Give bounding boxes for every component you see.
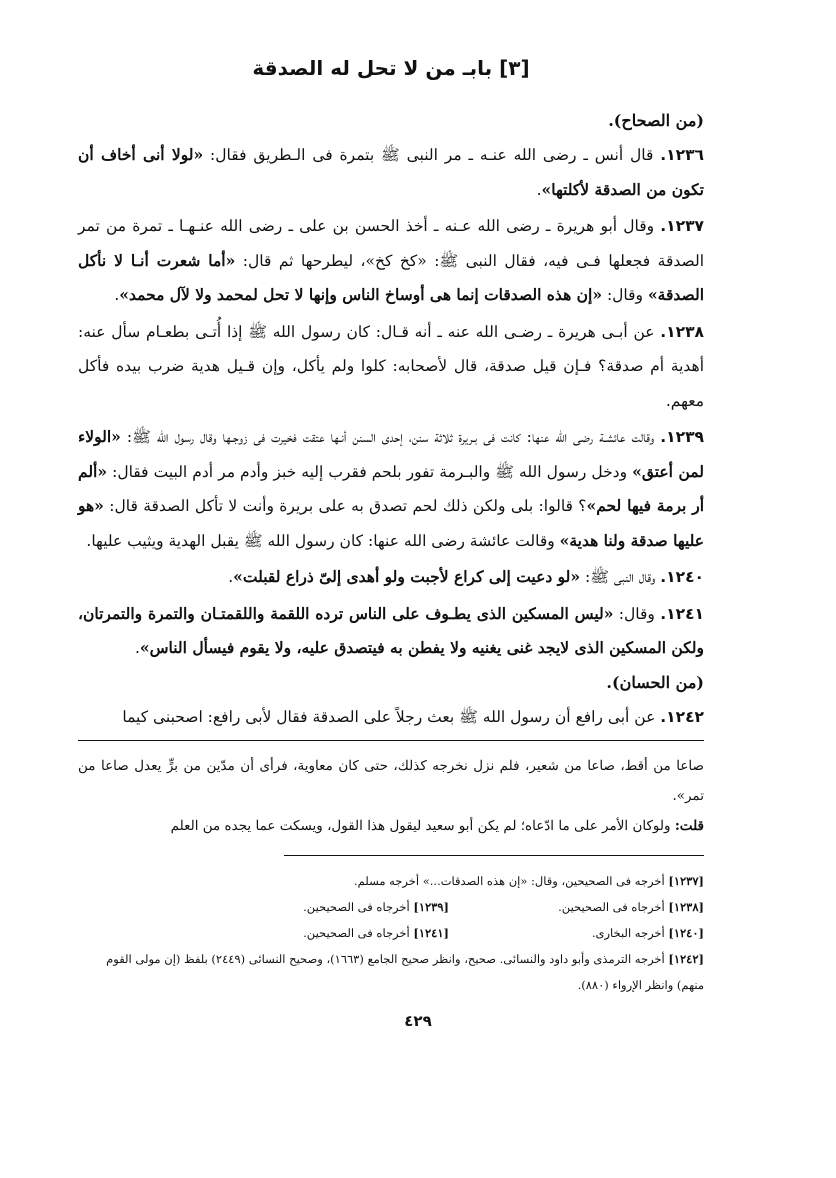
footnote-text: أخرجه البخارى. <box>591 926 669 940</box>
hadith-number: ١٢٤٢. <box>660 707 704 726</box>
footnote-1237 <box>354 868 704 894</box>
hadith-1242 <box>78 700 704 735</box>
hadith-text-mid: ودخل رسول الله ﷺ والبـرمة تفور بلحم فقرب إليه خبز وأدم مر أدم البيت فقال: <box>107 462 633 481</box>
footnote-row <box>78 946 704 998</box>
hadith-number: ١٢٤١. <box>660 604 704 623</box>
hadith-quote-3: «هو عليها صدقة ولنا هدية» <box>78 496 704 550</box>
hadith-number: ١٢٣٦. <box>660 146 704 164</box>
hadith-text: عن أبى رافع أن رسول الله ﷺ بعث رجلاً على الصدقة فقال لأبى رافع: اصحبنى كيما <box>122 707 661 726</box>
hadith-1236 <box>78 138 704 207</box>
hadith-end: . <box>536 180 542 199</box>
footnote-ref: [١٢٤٢] <box>668 952 704 966</box>
footnote-1241 <box>194 920 449 946</box>
hadith-number: ١٢٣٧. <box>660 217 704 235</box>
footnote-ref: [١٢٣٨] <box>668 900 704 914</box>
hadith-text: وقال أبو هريرة ـ رضى الله عـنه ـ أخذ الحسن بن على ـ رضى الله عنـهـا ـ تمرة من تمر الصدقة فجعلها فـى فيه، فقال النبى ﷺ: «كخ كخ»، ليطرحها ثم قال: <box>78 217 705 270</box>
hadith-text: وقال: <box>613 604 661 623</box>
footnote-text: أخرجاه فى الصحيحين. <box>303 900 414 914</box>
footnotes <box>78 868 704 998</box>
footnote-ref: [١٢٣٧] <box>668 874 704 888</box>
hadith-quote: «لولا أنى أخاف أن تكون من الصدقة لأكلتها» <box>78 145 704 199</box>
hadith-1240 <box>78 560 704 595</box>
footnote-text: أخرجه الترمذى وأبو داود والنسائى. صحيح، وانظر صحيح الجامع (١٦٦٣)، وصحيح النسائى (٢٤٤٩) بلفظ (إن مولى القوم منهم) وانظر الإرواء (٨٨٠). <box>106 952 704 992</box>
page-content <box>78 52 704 998</box>
commentary-line: صاعا من أقط، صاعا من شعير، فلم نزل نخرجه كذلك، حتى كان معاوية، فرأى أن مدّين من برٍّ يعدل صاعا من تمر». <box>78 758 704 804</box>
commentary-text: ولوكان الأمر على ما ادّعاه؛ لم يكن أبو سعيد ليقول هذا القول، ويسكت عما يجده من العلم <box>170 818 675 834</box>
footnote-text: أخرجه فى الصحيحين، وقال: «إن هذه الصدقات...» أخرجه مسلم. <box>353 874 669 888</box>
hadith-number: ١٢٤٠. <box>660 568 704 586</box>
footnote-1242 <box>78 946 704 998</box>
footnote-divider <box>284 855 704 856</box>
hadith-1238 <box>78 315 704 419</box>
hadith-end: وقالت عائشة رضى الله عنها: كان رسول الله ﷺ يقبل الهدية ويثيب عليها. <box>86 531 560 550</box>
hadith-end: . <box>114 286 120 304</box>
hadith-quote: «ليس المسكين الذى يطـوف على الناس ترده اللقمة واللقمتـان والتمرة والتمرتان، ولكن المسكين الذى لايجد غنى يغنيه ولا يفطن به فيتصدق عليه، ولا يقوم فيسأل الناس» <box>78 603 704 657</box>
page-number: ٤٢٩ <box>404 1012 432 1030</box>
footnote-1238 <box>449 894 704 920</box>
hadith-1237 <box>78 209 704 313</box>
footnote-ref: [١٢٣٩] <box>413 900 449 914</box>
hadith-text: وقال النبى ﷺ: <box>580 568 661 586</box>
hadith-quote: «الولاء لمن أعتق» <box>78 427 704 481</box>
footnote-row <box>78 894 704 920</box>
hadith-text: قال أنس ـ رضى الله عنـه ـ مر النبى ﷺ بتمرة فى الـطريق فقال: <box>203 146 661 164</box>
hadith-1241 <box>78 597 704 666</box>
footnote-ref: [١٢٤٠] <box>668 926 704 940</box>
hadith-end: . <box>134 639 140 657</box>
hadith-1239 <box>78 420 704 558</box>
text-divider <box>78 740 704 741</box>
commentary-label: قلت: <box>674 818 704 834</box>
hadith-number: ١٢٣٩. <box>660 428 704 446</box>
footnote-ref: [١٢٤١] <box>413 926 449 940</box>
footnote-1240 <box>449 920 704 946</box>
hadith-text: وقالت عائشـة رضى الله عنها: كانت فى بـريرة ثلاثة سنن، إحدى السنن أنـها عتقت فخيرت فى زوجـها وقال رسول الله ﷺ: <box>120 428 661 446</box>
hadith-end: . <box>228 568 234 586</box>
grade-heading-hasan: (من الحسان). <box>606 672 704 692</box>
hadith-text-mid: وقال: <box>602 286 648 304</box>
hadith-text-mid-2: ؟ قالوا: بلى ولكن ذلك لحم تصدق به على بريرة وأنت لا تأكل الصدقة قال: <box>103 497 587 515</box>
grade-heading-sahih: (من الصحاح). <box>608 111 704 130</box>
footnote-row <box>78 920 704 946</box>
hadith-quote: «أما شعرت أنـا لا نأكل الصدقة» <box>78 250 704 304</box>
commentary-continuation <box>78 751 704 841</box>
hadith-number: ١٢٣٨. <box>660 322 704 341</box>
footnote-text: أخرجاه فى الصحيحين. <box>558 900 669 914</box>
footnote-text: أخرجاه فى الصحيحين. <box>303 926 414 940</box>
hadith-quote-2: «ألم أر برمة فيها لحم» <box>78 461 704 515</box>
chapter-title: [٣] بابـ من لا تحل له الصدقة <box>252 56 530 80</box>
footnote-1239 <box>194 894 449 920</box>
commentary-line <box>78 811 704 841</box>
footnote-row <box>78 868 704 894</box>
hadith-quote: «لو دعيت إلى كراع لأجبت ولو أهدى إلىّ ذراع لقبلت» <box>233 567 581 586</box>
hadith-quote-2: «إن هذه الصدقات إنما هى أوساخ الناس وإنها لا تحل لمحمد ولا لآل محمد» <box>119 285 603 304</box>
hadith-text: عن أبـى هريرة ـ رضـى الله عنه ـ أنه قـال: كان رسول الله ﷺ إذا أُتـى بطعـام سأل عنه: أهدية أم صدقة؟ فـإن قيل صدقة، قال لأصحابه: كلوا ولم يأكل، وإن قـيل هدية ضرب بيده فأكل معهم. <box>78 322 704 410</box>
